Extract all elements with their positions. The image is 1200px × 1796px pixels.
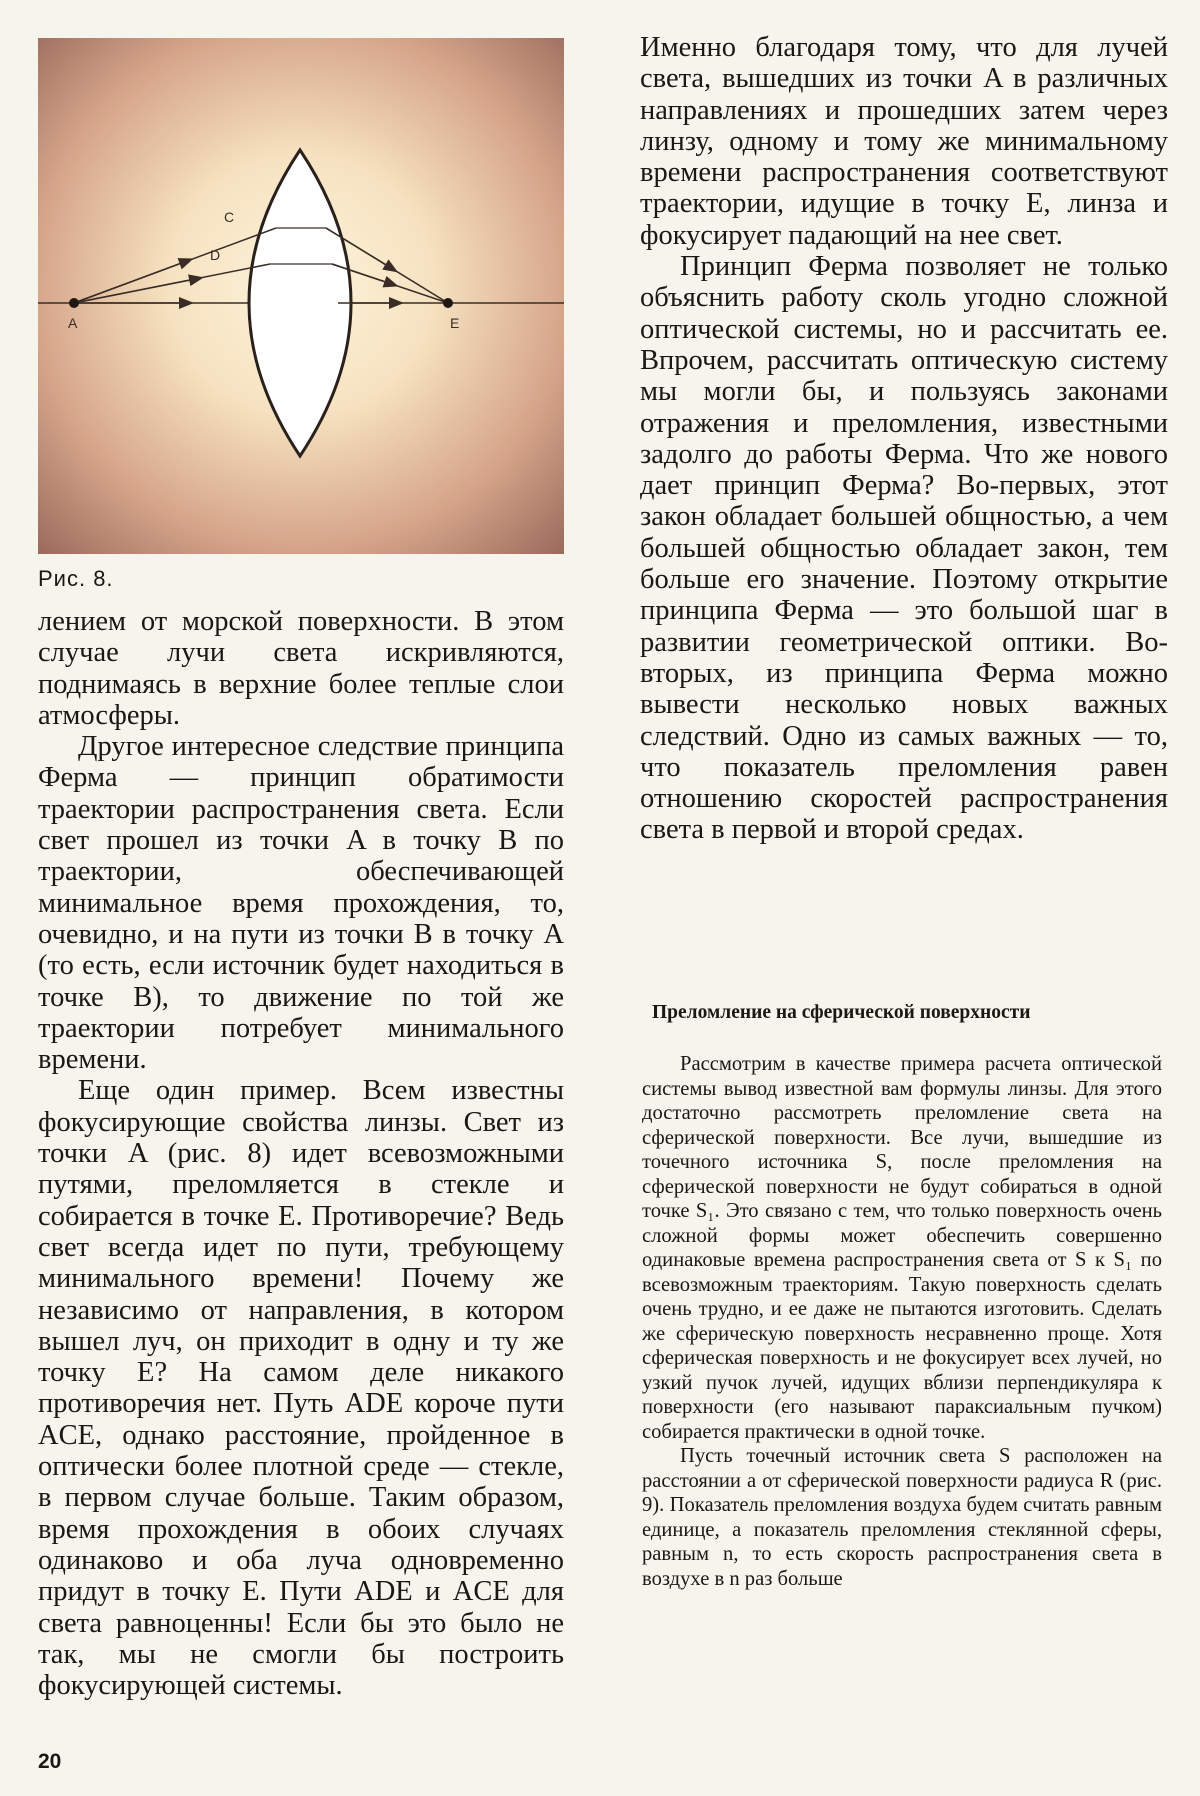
right-paragraph-1: Именно благодаря тому, что для лучей света, вышедших из точки A в различных направлениях и прошедших затем через линзу, одному и тому же минимальному времени распространения соответствуют траектории, идущие в точку E, линза и фокусирует падающий на нее свет. <box>640 32 1168 251</box>
point-a <box>69 298 79 308</box>
left-paragraph-3: Еще один пример. Всем известны фокусирующие свойства линзы. Свет из точки A (рис. 8) идет всевозможными путями, преломляется в стекле и собирается в точке E. Противоречие? Ведь свет всегда идет по пути, требующему минимального времени! Почему же независимо от направления, в котором вышел луч, он приходит в одну и ту же точку E? На самом деле никакого противоречия нет. Путь ADE короче пути ACE, однако расстояние, пройденное в оптически более плотной среде — стекле, в первом случае больше. Таким образом, время прохождения в обоих случаях одинаково и оба луча одновременно придут в точку E. Пути ADE и ACE для света равноценны! Если бы это было не так, мы не смогли бы построить фокусирующей системы. <box>38 1075 564 1702</box>
lens-figure <box>38 38 564 554</box>
left-column <box>38 606 564 1701</box>
label-c: C <box>224 209 235 225</box>
label-d: D <box>210 247 221 263</box>
section-paragraph-1: Рассмотрим в качестве примера расчета оптической системы вывод известной вам формулы линзы. Для этого достаточно рассмотреть преломление света на сферической поверхности. Все лучи, вышедшие из точечного источника S, после преломления на сферической поверхности не будут собираться в одной точке S₁. Это связано с тем, что только поверхность очень сложной формы может обеспечить совершенно одинаковые времена распространения света от S к S₁ по всевозможным траекториям. Такую поверхность сделать очень трудно, и ее даже не пытаются изготовить. Сделать же сферическую поверхность несравненно проще. Хотя сферическая поверхность и не фокусирует всех лучей, но узкий пучок лучей, идущих вблизи перпендикуляра к поверхности (его называют параксиальным пучком) собирается практически в одной точке. <box>642 1053 1162 1443</box>
section-title: Преломление на сферической поверхности <box>652 1002 1031 1023</box>
label-e: E <box>450 315 460 331</box>
page-number: 20 <box>38 1750 62 1773</box>
section-body <box>642 1052 1162 1591</box>
left-paragraph-2: Другое интересное следствие принципа Ферма — принцип обратимости траектории распространения света. Если свет прошел из точки A в точку B по траектории, обеспечивающей минимальное время прохождения, то, очевидно, и на пути из точки B в точку A (то есть, если источник будет находиться в точке B), то движение по той же траектории потребует минимального времени. <box>38 731 564 1076</box>
lens-diagram <box>38 38 564 554</box>
label-a: A <box>68 315 78 331</box>
right-column <box>640 32 1168 846</box>
right-paragraph-2: Принцип Ферма позволяет не только объяснить работу сколь угодно сложной оптической системы, но и рассчитать ее. Впрочем, рассчитать оптическую систему мы могли бы, и пользуясь законами отражения и преломления, известными задолго до работы Ферма. Что же нового дает принцип Ферма? Во-первых, этот закон обладает большей общностью, а чем большей общностью обладает закон, тем больше его значение. Поэтому открытие принципа Ферма — это большой шаг в развитии геометрической оптики. Во-вторых, из принципа Ферма можно вывести несколько новых важных следствий. Одно из самых важных — то, что показатель преломления равен отношению скоростей распространения света в первой и второй средах. <box>640 251 1168 846</box>
left-paragraph-1: лением от морской поверхности. В этом случае лучи света искривляются, поднимаясь в верхние более теплые слои атмосферы. <box>38 606 564 731</box>
figure-caption: Рис. 8. <box>38 566 114 591</box>
section-paragraph-2: Пусть точечный источник света S расположен на расстоянии a от сферической поверхности радиуса R (рис. 9). Показатель преломления воздуха будем считать равным единице, а показатель преломления стеклянной сферы, равным n, то есть скорость распространения света в воздухе в n раз больше <box>642 1445 1162 1590</box>
point-e <box>443 298 453 308</box>
